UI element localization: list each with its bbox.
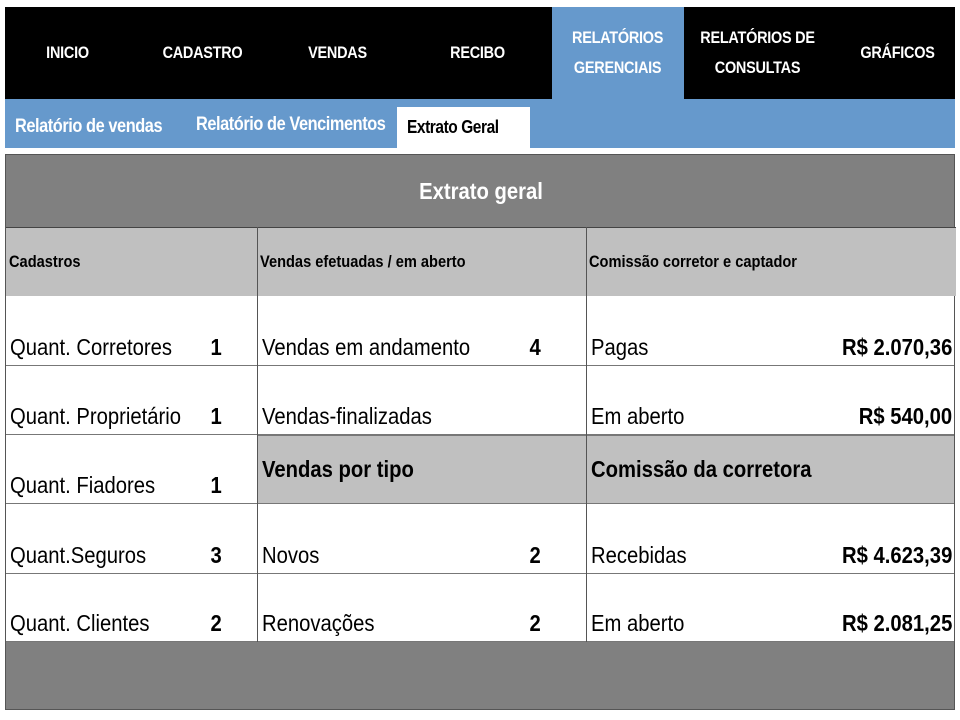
section-header-label: Vendas por tipo <box>262 456 414 482</box>
vendas-value: 4 <box>529 334 541 360</box>
section-header-vendas-por-tipo <box>258 435 586 504</box>
column-header-vendas: Vendas efetuadas / em aberto <box>260 252 466 271</box>
main-nav <box>5 7 955 99</box>
table-row <box>6 296 257 366</box>
cadastro-label: Quant. Clientes <box>10 610 150 636</box>
cadastro-label: Quant.Seguros <box>10 542 147 568</box>
comissao-label: Pagas <box>591 334 649 360</box>
vendas-tipo-label: Novos <box>262 542 320 568</box>
table-row <box>6 574 257 642</box>
nav-relatorios-gerenciais-label: RELATÓRIOS GERENCIAIS <box>572 28 664 77</box>
tab-relatorio-de-vencimentos[interactable]: Relatório de Vencimentos <box>196 114 386 135</box>
table-row <box>258 504 586 574</box>
section-header-comissao-corretora <box>587 435 954 504</box>
cadastro-label: Quant. Corretores <box>10 334 173 360</box>
comissao-corretora-label: Recebidas <box>591 542 687 568</box>
cadastro-label: Quant. Proprietário <box>10 403 182 429</box>
comissao-corretora-label: Em aberto <box>591 610 685 636</box>
cadastro-value: 2 <box>210 610 222 636</box>
panel-title: Extrato geral <box>419 177 543 204</box>
table-row <box>6 366 257 435</box>
sub-nav <box>5 99 955 148</box>
tab-extrato-geral[interactable]: Extrato Geral <box>407 117 499 137</box>
cadastro-value: 3 <box>210 542 222 568</box>
table-row <box>6 504 257 574</box>
table-row <box>258 366 586 435</box>
nav-inicio[interactable]: INICIO <box>46 43 89 62</box>
table-row <box>587 574 954 642</box>
vendas-tipo-value: 2 <box>529 542 541 568</box>
table-row <box>587 504 954 574</box>
cadastro-value: 1 <box>210 334 222 360</box>
column-header-cadastros: Cadastros <box>9 252 81 271</box>
table-row <box>258 574 586 642</box>
column-divider <box>586 227 587 642</box>
extrato-panel <box>5 154 955 710</box>
comissao-label: Em aberto <box>591 403 685 429</box>
comissao-value: R$ 2.070,36 <box>841 334 952 360</box>
comissao-corretora-value: R$ 2.081,25 <box>841 610 952 636</box>
comissao-value: R$ 540,00 <box>858 403 952 429</box>
table-row <box>587 366 954 435</box>
table-row <box>587 296 954 366</box>
column-header-row <box>6 227 956 296</box>
nav-cadastro[interactable]: CADASTRO <box>162 43 243 62</box>
nav-vendas[interactable]: VENDAS <box>308 43 367 62</box>
cadastro-label: Quant. Fiadores <box>10 472 156 498</box>
nav-relatorios-de-consultas[interactable]: RELATÓRIOS DE CONSULTAS <box>700 28 815 77</box>
vendas-label: Vendas em andamento <box>262 334 471 360</box>
vendas-tipo-value: 2 <box>529 610 541 636</box>
table-row <box>6 435 257 504</box>
cadastro-value: 1 <box>210 472 222 498</box>
section-header-label: Comissão da corretora <box>591 456 812 482</box>
column-header-comissao: Comissão corretor e captador <box>589 252 797 271</box>
table-row <box>258 296 586 366</box>
vendas-tipo-label: Renovações <box>262 610 375 636</box>
nav-graficos[interactable]: GRÁFICOS <box>860 43 935 62</box>
nav-relatorios-gerenciais[interactable] <box>552 7 684 99</box>
nav-recibo[interactable]: RECIBO <box>450 43 505 62</box>
comissao-corretora-value: R$ 4.623,39 <box>841 542 952 568</box>
vendas-label: Vendas-finalizadas <box>262 403 432 429</box>
cadastro-value: 1 <box>210 403 222 429</box>
tab-relatorio-de-vendas[interactable]: Relatório de vendas <box>15 116 163 137</box>
column-divider <box>257 227 258 642</box>
